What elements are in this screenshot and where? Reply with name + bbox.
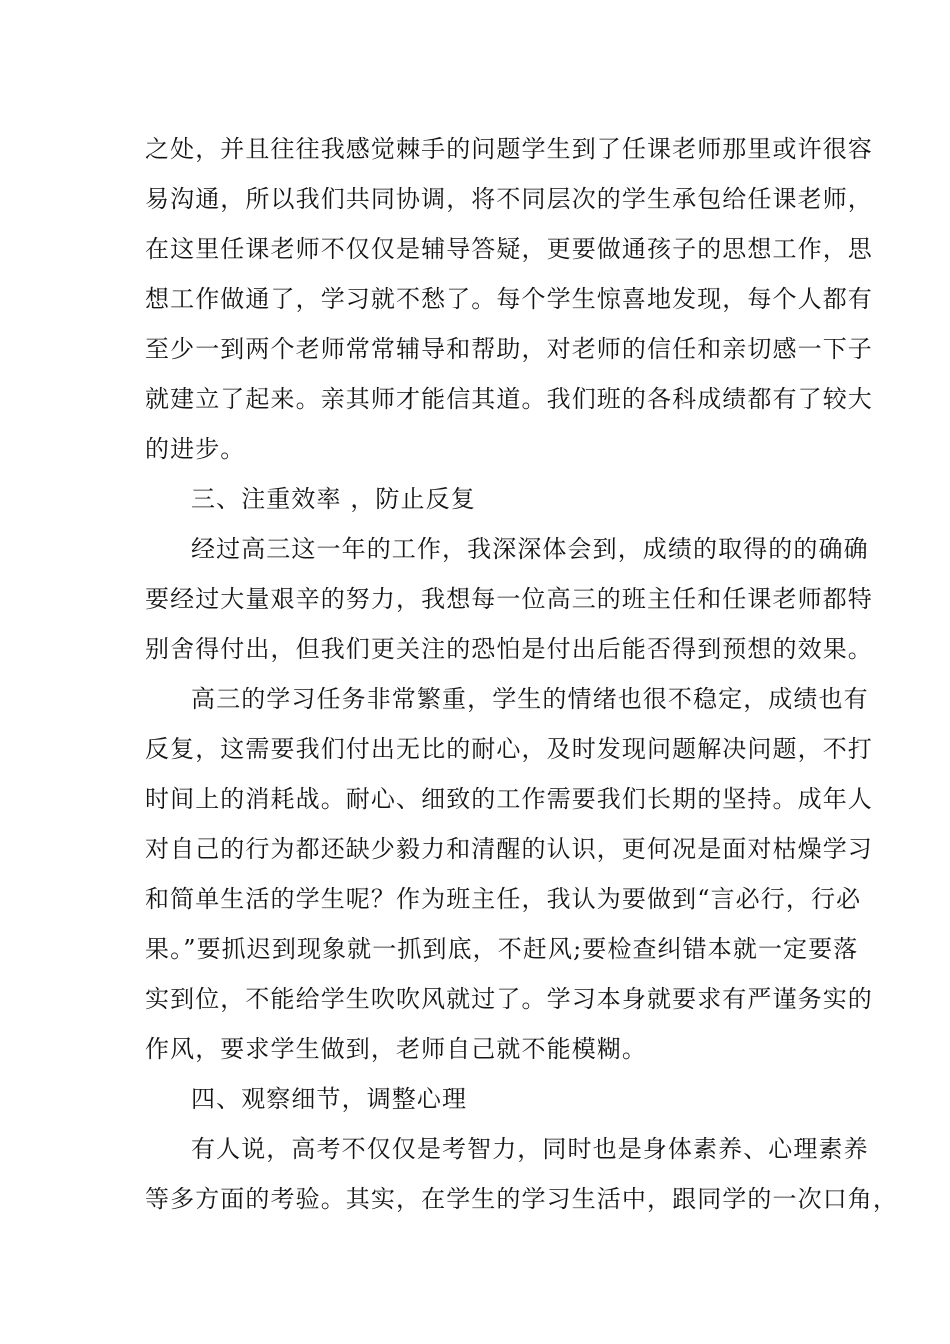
section-heading-4: 四、观察细节，调整心理: [191, 1085, 468, 1113]
body-text-line: 作风，要求学生做到，老师自己就不能模糊。: [145, 1035, 647, 1063]
body-text-line: 想工作做通了，学习就不愁了。每个学生惊喜地发现，每个人都有: [145, 285, 873, 313]
body-text-line: 要经过大量艰辛的努力，我想每一位高三的班主任和任课老师都特: [145, 585, 873, 613]
section-heading-3: 三、注重效率 ，防止反复: [191, 485, 476, 513]
body-text-line: 和简单生活的学生呢？作为班主任，我认为要做到“言必行，行必: [145, 885, 862, 913]
paragraph-first-line: 高三的学习任务非常繁重，学生的情绪也很不稳定，成绩也有: [191, 685, 869, 713]
body-text-line: 反复，这需要我们付出无比的耐心，及时发现问题解决问题，不打: [145, 735, 873, 763]
body-text-line: 易沟通，所以我们共同协调，将不同层次的学生承包给任课老师，: [145, 185, 873, 213]
document-body: [145, 124, 898, 1224]
body-text-line: 等多方面的考验。其实，在学生的学习生活中，跟同学的一次口角，: [145, 1185, 898, 1213]
body-text-line: 时间上的消耗战。耐心、细致的工作需要我们长期的坚持。成年人: [145, 785, 873, 813]
body-text-line: 就建立了起来。亲其师才能信其道。我们班的各科成绩都有了较大: [145, 385, 873, 413]
body-text-line: 至少一到两个老师常常辅导和帮助，对老师的信任和亲切感一下子: [145, 335, 873, 363]
paragraph-first-line: 经过高三这一年的工作，我深深体会到，成绩的取得的的确确: [191, 535, 869, 563]
body-text-line: 在这里任课老师不仅仅是辅导答疑，更要做通孩子的思想工作，思: [145, 235, 873, 263]
body-text-line: 对自己的行为都还缺少毅力和清醒的认识，更何况是面对枯燥学习: [145, 835, 873, 863]
body-text-line: 果。”要抓迟到现象就一抓到底，不赶风;要检查纠错本就一定要落: [145, 935, 859, 963]
body-text-line: 别舍得付出，但我们更关注的恐怕是付出后能否得到预想的效果。: [145, 635, 873, 663]
body-text-line: 实到位，不能给学生吹吹风就过了。学习本身就要求有严谨务实的: [145, 985, 873, 1013]
body-text-line: 之处，并且往往我感觉棘手的问题学生到了任课老师那里或许很容: [145, 135, 873, 163]
body-text-line: 的进步。: [145, 435, 246, 463]
paragraph-first-line: 有人说，高考不仅仅是考智力，同时也是身体素养、心理素养: [191, 1135, 869, 1163]
